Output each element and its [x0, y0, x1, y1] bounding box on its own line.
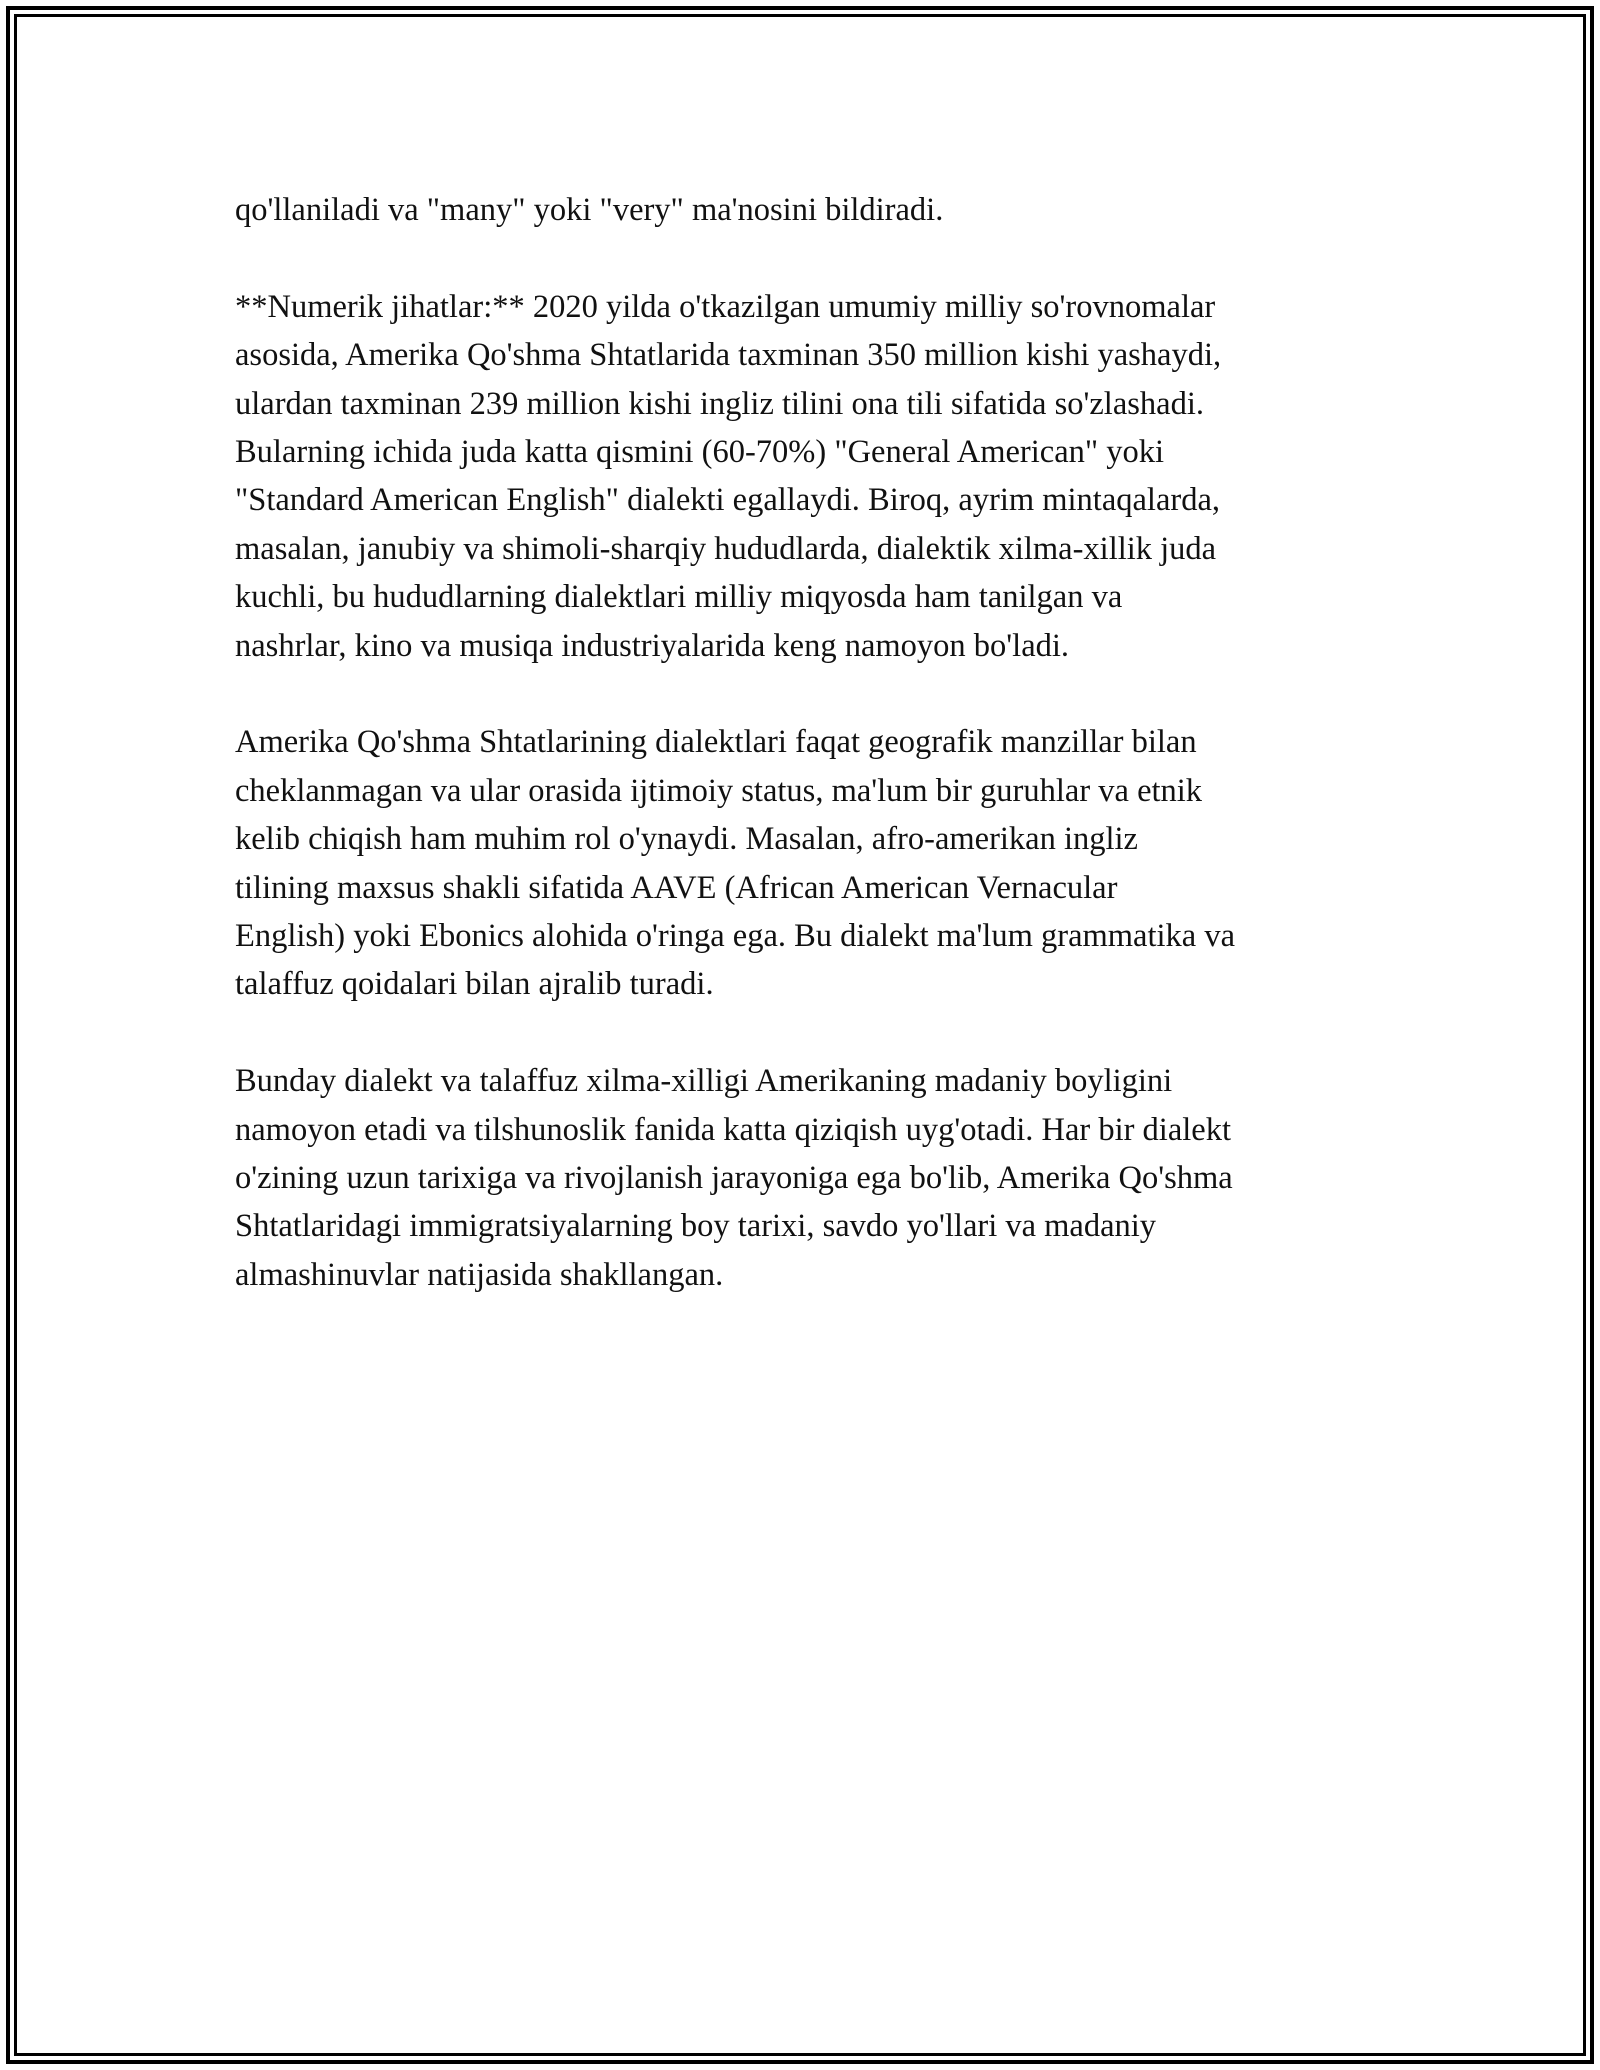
text-line: cheklanmagan va ular orasida ijtimoiy status, ma'lum bir guruhlar va etnik — [235, 772, 1203, 809]
document-body — [235, 186, 1395, 1348]
text-line: Amerika Qo'shma Shtatlarining dialektlari faqat geografik manzillar bilan — [235, 724, 1197, 761]
paragraph-social-dialects — [235, 718, 1395, 1008]
text-line: qo'llaniladi va "many" yoki "very" ma'nosini bildiradi. — [235, 192, 944, 228]
text-line: talaffuz qoidalari bilan ajralib turadi. — [235, 966, 714, 1003]
text-line: tilining maxsus shakli sifatida AAVE (African American Vernacular — [235, 869, 1118, 906]
text-line: namoyon etadi va tilshunoslik fanida katta qiziqish uyg'otadi. Har bir dialekt — [235, 1111, 1231, 1148]
text-line: "Standard American English" dialekti egallaydi. Biroq, ayrim mintaqalarda, — [235, 482, 1221, 519]
paragraph-cultural-richness — [235, 1057, 1395, 1299]
text-line: ulardan taxminan 239 million kishi ingliz tilini ona tili sifatida so'zlashadi. — [235, 385, 1204, 422]
text-line: **Numerik jihatlar:** 2020 yilda o'tkazilgan umumiy milliy so'rovnomalar — [235, 288, 1216, 325]
text-line: Shtatlaridagi immigratsiyalarning boy tarixi, savdo yo'llari va madaniy — [235, 1208, 1157, 1245]
text-line: almashinuvlar natijasida shakllangan. — [235, 1256, 724, 1293]
text-line: masalan, janubiy va shimoli-sharqiy hududlarda, dialektik xilma-xillik juda — [235, 530, 1217, 567]
text-line: Bunday dialekt va talaffuz xilma-xilligi Amerikaning madaniy boyligini — [235, 1063, 1173, 1100]
text-line: kelib chiqish ham muhim rol o'ynaydi. Masalan, afro-amerikan ingliz — [235, 821, 1138, 858]
text-line: Bularning ichida juda katta qismini (60-70%) "General American" yoki — [235, 434, 1165, 471]
paragraph-continuation — [235, 186, 1395, 234]
paragraph-numeric-aspects — [235, 283, 1395, 670]
text-line: English) yoki Ebonics alohida o'ringa ega. Bu dialekt ma'lum grammatika va — [235, 918, 1236, 955]
text-line: asosida, Amerika Qo'shma Shtatlarida taxminan 350 million kishi yashaydi, — [235, 337, 1222, 374]
text-line: kuchli, bu hududlarning dialektlari milliy miqyosda ham tanilgan va — [235, 579, 1123, 616]
text-line: nashrlar, kino va musiqa industriyalarida keng namoyon bo'ladi. — [235, 627, 1070, 664]
text-line: o'zining uzun tarixiga va rivojlanish jarayoniga ega bo'lib, Amerika Qo'shma — [235, 1160, 1233, 1197]
